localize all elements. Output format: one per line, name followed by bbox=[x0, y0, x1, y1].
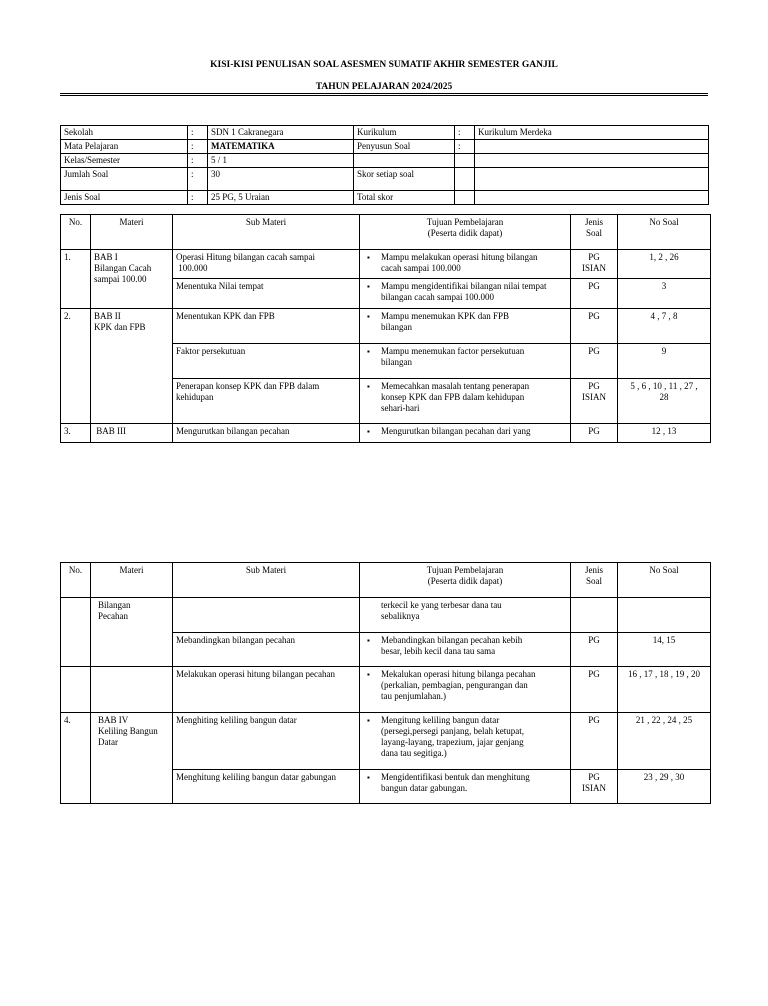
header-materi: Materi bbox=[91, 563, 173, 598]
row-jenis: PG bbox=[571, 667, 618, 713]
materi-line: Bilangan Cacah bbox=[94, 263, 152, 273]
bullet-icon: ▪ bbox=[367, 312, 370, 321]
header-sub-materi: Sub Materi bbox=[173, 215, 360, 250]
row-sub-materi bbox=[173, 250, 360, 279]
row-sub-materi: Menentukan KPK dan FPB bbox=[173, 309, 360, 344]
row-materi bbox=[91, 713, 173, 804]
kurikulum-value: Kurikulum Merdeka bbox=[475, 126, 709, 140]
jenis-line: ISIAN bbox=[582, 263, 606, 273]
tujuan-line: bangun datar gabungan. bbox=[381, 783, 468, 793]
header-tujuan-line2: (Peserta didik dapat) bbox=[427, 576, 503, 586]
table-row bbox=[61, 713, 711, 770]
materi-line: sampai 100.00 bbox=[94, 274, 147, 284]
row-sub-materi: Menghiting keliling bangun datar bbox=[173, 713, 360, 770]
row-no-soal: 9 bbox=[618, 344, 711, 379]
row-no: 3. bbox=[61, 424, 91, 443]
row-materi bbox=[91, 309, 173, 424]
row-no-soal: 3 bbox=[618, 279, 711, 309]
tujuan-line: layang-layang, trapezium, jajar genjang bbox=[381, 737, 524, 747]
header-no: No. bbox=[61, 215, 91, 250]
row-jenis bbox=[571, 379, 618, 424]
row-no-soal bbox=[618, 379, 711, 424]
materi-line: BAB IV bbox=[98, 715, 129, 725]
tujuan-line: cacah sampai 100.000 bbox=[381, 263, 461, 273]
row-tujuan bbox=[360, 344, 571, 379]
title-rule-bottom bbox=[60, 95, 708, 96]
row-tujuan bbox=[360, 309, 571, 344]
jenis-line: PG bbox=[588, 381, 600, 391]
header-tujuan bbox=[360, 215, 571, 250]
bullet-icon: ▪ bbox=[367, 253, 370, 262]
materi-line: BAB II bbox=[94, 311, 121, 321]
header-jenis-line2: Soal bbox=[585, 576, 602, 586]
row-no-soal: 14, 15 bbox=[618, 633, 711, 667]
bullet-icon: ▪ bbox=[367, 636, 370, 645]
tujuan-line: Mampu menemukan KPK dan FPB bbox=[381, 311, 509, 321]
bullet-icon: ▪ bbox=[367, 282, 370, 291]
empty-cell bbox=[455, 191, 475, 205]
tujuan-line: Mengurutkan bilangan pecahan dari yang bbox=[381, 426, 531, 436]
tujuan-line: Mampu menemukan factor persekutuan bbox=[381, 346, 525, 356]
colon: : bbox=[188, 191, 208, 205]
bullet-icon: ▪ bbox=[367, 382, 370, 391]
kisi-table-2 bbox=[60, 562, 711, 804]
jenis-value: 25 PG, 5 Uraian bbox=[208, 191, 354, 205]
tujuan-line: besar, lebih kecil dana tau sama bbox=[381, 646, 496, 656]
empty-cell bbox=[618, 598, 711, 633]
colon: : bbox=[188, 168, 208, 191]
table-header-row bbox=[61, 215, 711, 250]
row-materi bbox=[91, 598, 173, 667]
tujuan-line: dana tau segitiga.) bbox=[381, 748, 447, 758]
materi-line: Pecahan bbox=[98, 611, 128, 621]
empty-cell bbox=[455, 168, 475, 191]
document-subtitle: TAHUN PELAJARAN 2024/2025 bbox=[315, 82, 453, 92]
row-no-soal: 1, 2 , 26 bbox=[618, 250, 711, 279]
skor-value bbox=[475, 168, 709, 191]
row-tujuan bbox=[360, 379, 571, 424]
row-jenis: PG bbox=[571, 344, 618, 379]
tujuan-line: (persegi,persegi panjang, belah ketupat, bbox=[381, 726, 524, 736]
row-no: 1. bbox=[61, 250, 91, 309]
sub-line: 100.000 bbox=[176, 263, 208, 273]
info-row-kelas bbox=[61, 154, 709, 168]
nosoal-line: 28 bbox=[659, 392, 669, 402]
row-no-soal: 4 , 7 , 8 bbox=[618, 309, 711, 344]
row-jenis bbox=[571, 250, 618, 279]
row-jenis: PG bbox=[571, 633, 618, 667]
header-jenis-line2: Soal bbox=[585, 228, 602, 238]
header-jenis-line1: Jenis bbox=[585, 565, 603, 575]
bullet-icon: ▪ bbox=[367, 427, 370, 436]
row-tujuan bbox=[360, 598, 571, 633]
row-jenis bbox=[571, 770, 618, 804]
header-sub-materi: Sub Materi bbox=[173, 563, 360, 598]
materi-line: Keliling Bangun bbox=[98, 726, 158, 736]
materi-line: BAB I bbox=[94, 252, 118, 262]
row-tujuan bbox=[360, 279, 571, 309]
total-value bbox=[475, 191, 709, 205]
header-jenis-line1: Jenis bbox=[585, 217, 603, 227]
row-no-soal: 23 , 29 , 30 bbox=[618, 770, 711, 804]
kelas-label: Kelas/Semester bbox=[61, 154, 188, 168]
bullet-icon: ▪ bbox=[367, 716, 370, 725]
jumlah-value: 30 bbox=[208, 168, 354, 191]
materi-line: Bilangan bbox=[98, 600, 131, 610]
header-tujuan bbox=[360, 563, 571, 598]
row-sub-materi: Melakukan operasi hitung bilangan pecahan bbox=[173, 667, 360, 713]
empty-cell bbox=[173, 598, 360, 633]
header-materi: Materi bbox=[91, 215, 173, 250]
header-tujuan-line2: (Peserta didik dapat) bbox=[427, 228, 503, 238]
row-sub-materi: Menentuka Nilai tempat bbox=[173, 279, 360, 309]
tujuan-line: terkecil ke yang terbesar dana tau bbox=[381, 600, 502, 610]
document-title: KISI-KISI PENULISAN SOAL ASESMEN SUMATIF AKHIR SEMESTER GANJIL bbox=[210, 60, 558, 70]
row-jenis: PG bbox=[571, 279, 618, 309]
header-tujuan-line1: Tujuan Pembelajaran bbox=[426, 217, 504, 227]
table-row bbox=[61, 309, 711, 344]
header-no: No. bbox=[61, 563, 91, 598]
jenis-line: PG bbox=[588, 772, 600, 782]
tujuan-line: (perkalian, pembagian, pengurangan dan bbox=[381, 680, 528, 690]
header-no-soal: No Soal bbox=[618, 215, 711, 250]
sekolah-value: SDN 1 Cakranegara bbox=[208, 126, 354, 140]
materi-line: KPK dan FPB bbox=[94, 322, 146, 332]
row-tujuan bbox=[360, 667, 571, 713]
empty-cell bbox=[571, 598, 618, 633]
header-tujuan-line1: Tujuan Pembelajaran bbox=[426, 565, 504, 575]
kisi-table-1 bbox=[60, 214, 711, 443]
sub-line: kehidupan bbox=[176, 392, 214, 402]
tujuan-line: tau penjumlahan.) bbox=[381, 691, 446, 701]
row-tujuan bbox=[360, 770, 571, 804]
tujuan-line: Mengitung keliling bangun datar bbox=[381, 715, 500, 725]
sub-line: Operasi Hitung bilangan cacah sampai bbox=[176, 252, 315, 262]
bullet-icon: ▪ bbox=[367, 773, 370, 782]
row-no: 2. bbox=[61, 309, 91, 424]
total-label: Total skor bbox=[354, 191, 455, 205]
tujuan-line: Mebandingkan bilangan pecahan kebih bbox=[381, 635, 523, 645]
tujuan-line: konsep KPK dan FPB dalam kehidupan bbox=[381, 392, 525, 402]
empty-cell bbox=[475, 154, 709, 168]
row-sub-materi bbox=[173, 379, 360, 424]
jenis-label: Jenis Soal bbox=[61, 191, 188, 205]
kelas-value: 5 / 1 bbox=[208, 154, 354, 168]
empty-cell bbox=[354, 154, 455, 168]
jenis-line: ISIAN bbox=[582, 783, 606, 793]
materi-line: Datar bbox=[98, 737, 118, 747]
row-tujuan bbox=[360, 713, 571, 770]
bullet-icon: ▪ bbox=[367, 670, 370, 679]
row-tujuan bbox=[360, 250, 571, 279]
row-jenis: PG bbox=[571, 713, 618, 770]
row-sub-materi: Faktor persekutuan bbox=[173, 344, 360, 379]
row-tujuan bbox=[360, 424, 571, 443]
header-jenis bbox=[571, 563, 618, 598]
sub-line: Penerapan konsep KPK dan FPB dalam bbox=[176, 381, 320, 391]
table-row bbox=[61, 598, 711, 633]
jumlah-label: Jumlah Soal bbox=[61, 168, 188, 191]
tujuan-line: Mekalukan operasi hitung bilanga pecahan bbox=[381, 669, 536, 679]
empty-cell bbox=[455, 154, 475, 168]
bullet-spacer bbox=[363, 600, 381, 622]
penyusun-label: Penyusun Soal bbox=[354, 140, 455, 154]
colon: : bbox=[188, 154, 208, 168]
kurikulum-label: Kurikulum bbox=[354, 126, 455, 140]
row-sub-materi: Menghitung keliling bangun datar gabungan bbox=[173, 770, 360, 804]
info-row-jumlah bbox=[61, 168, 709, 191]
table-row bbox=[61, 667, 711, 713]
tujuan-line: bilangan cacah sampai 100.000 bbox=[381, 292, 494, 302]
row-materi: BAB III bbox=[91, 424, 173, 443]
row-no: 4. bbox=[61, 713, 91, 804]
title-rule-top bbox=[60, 93, 708, 94]
info-row-jenis bbox=[61, 191, 709, 205]
header-no-soal: No Soal bbox=[618, 563, 711, 598]
table-row bbox=[61, 424, 711, 443]
jenis-line: ISIAN bbox=[582, 392, 606, 402]
info-row-sekolah bbox=[61, 126, 709, 140]
colon: : bbox=[455, 140, 475, 154]
row-no-soal: 16 , 17 , 18 , 19 , 20 bbox=[618, 667, 711, 713]
row-tujuan bbox=[360, 633, 571, 667]
nosoal-line: 5 , 6 , 10 , 11 , 27 , bbox=[630, 381, 698, 391]
tujuan-line: Memecahkan masalah tentang penerapan bbox=[381, 381, 530, 391]
empty-cell bbox=[61, 598, 91, 667]
empty-cell bbox=[61, 667, 91, 713]
tujuan-line: Mampu melakukan operasi hitung bilangan bbox=[381, 252, 538, 262]
tujuan-line: sehari-hari bbox=[381, 403, 420, 413]
row-no-soal: 21 , 22 , 24 , 25 bbox=[618, 713, 711, 770]
tujuan-line: Mampu mengidentifikai bilangan nilai tempat bbox=[381, 281, 547, 291]
colon: : bbox=[188, 126, 208, 140]
tujuan-line: Mengidentifikasi bentuk dan menghitung bbox=[381, 772, 530, 782]
row-materi bbox=[91, 250, 173, 309]
row-jenis: PG bbox=[571, 309, 618, 344]
row-no-soal: 12 , 13 bbox=[618, 424, 711, 443]
skor-label: Skor setiap soal bbox=[354, 168, 455, 191]
tujuan-line: sebaliknya bbox=[381, 611, 420, 621]
jenis-line: PG bbox=[588, 252, 600, 262]
empty-cell bbox=[91, 667, 173, 713]
tujuan-line: bilangan bbox=[381, 322, 412, 332]
penyusun-value bbox=[475, 140, 709, 154]
colon: : bbox=[188, 140, 208, 154]
bullet-icon: ▪ bbox=[367, 347, 370, 356]
table-header-row bbox=[61, 563, 711, 598]
info-table bbox=[60, 125, 709, 205]
row-sub-materi: Mengurutkan bilangan pecahan bbox=[173, 424, 360, 443]
mapel-value: MATEMATIKA bbox=[208, 140, 354, 154]
header-jenis bbox=[571, 215, 618, 250]
sekolah-label: Sekolah bbox=[61, 126, 188, 140]
table-row bbox=[61, 250, 711, 279]
tujuan-line: bilangan bbox=[381, 357, 412, 367]
colon: : bbox=[455, 126, 475, 140]
mapel-label: Mata Pelajaran bbox=[61, 140, 188, 154]
row-sub-materi: Mebandingkan bilangan pecahan bbox=[173, 633, 360, 667]
row-jenis: PG bbox=[571, 424, 618, 443]
info-row-mapel bbox=[61, 140, 709, 154]
